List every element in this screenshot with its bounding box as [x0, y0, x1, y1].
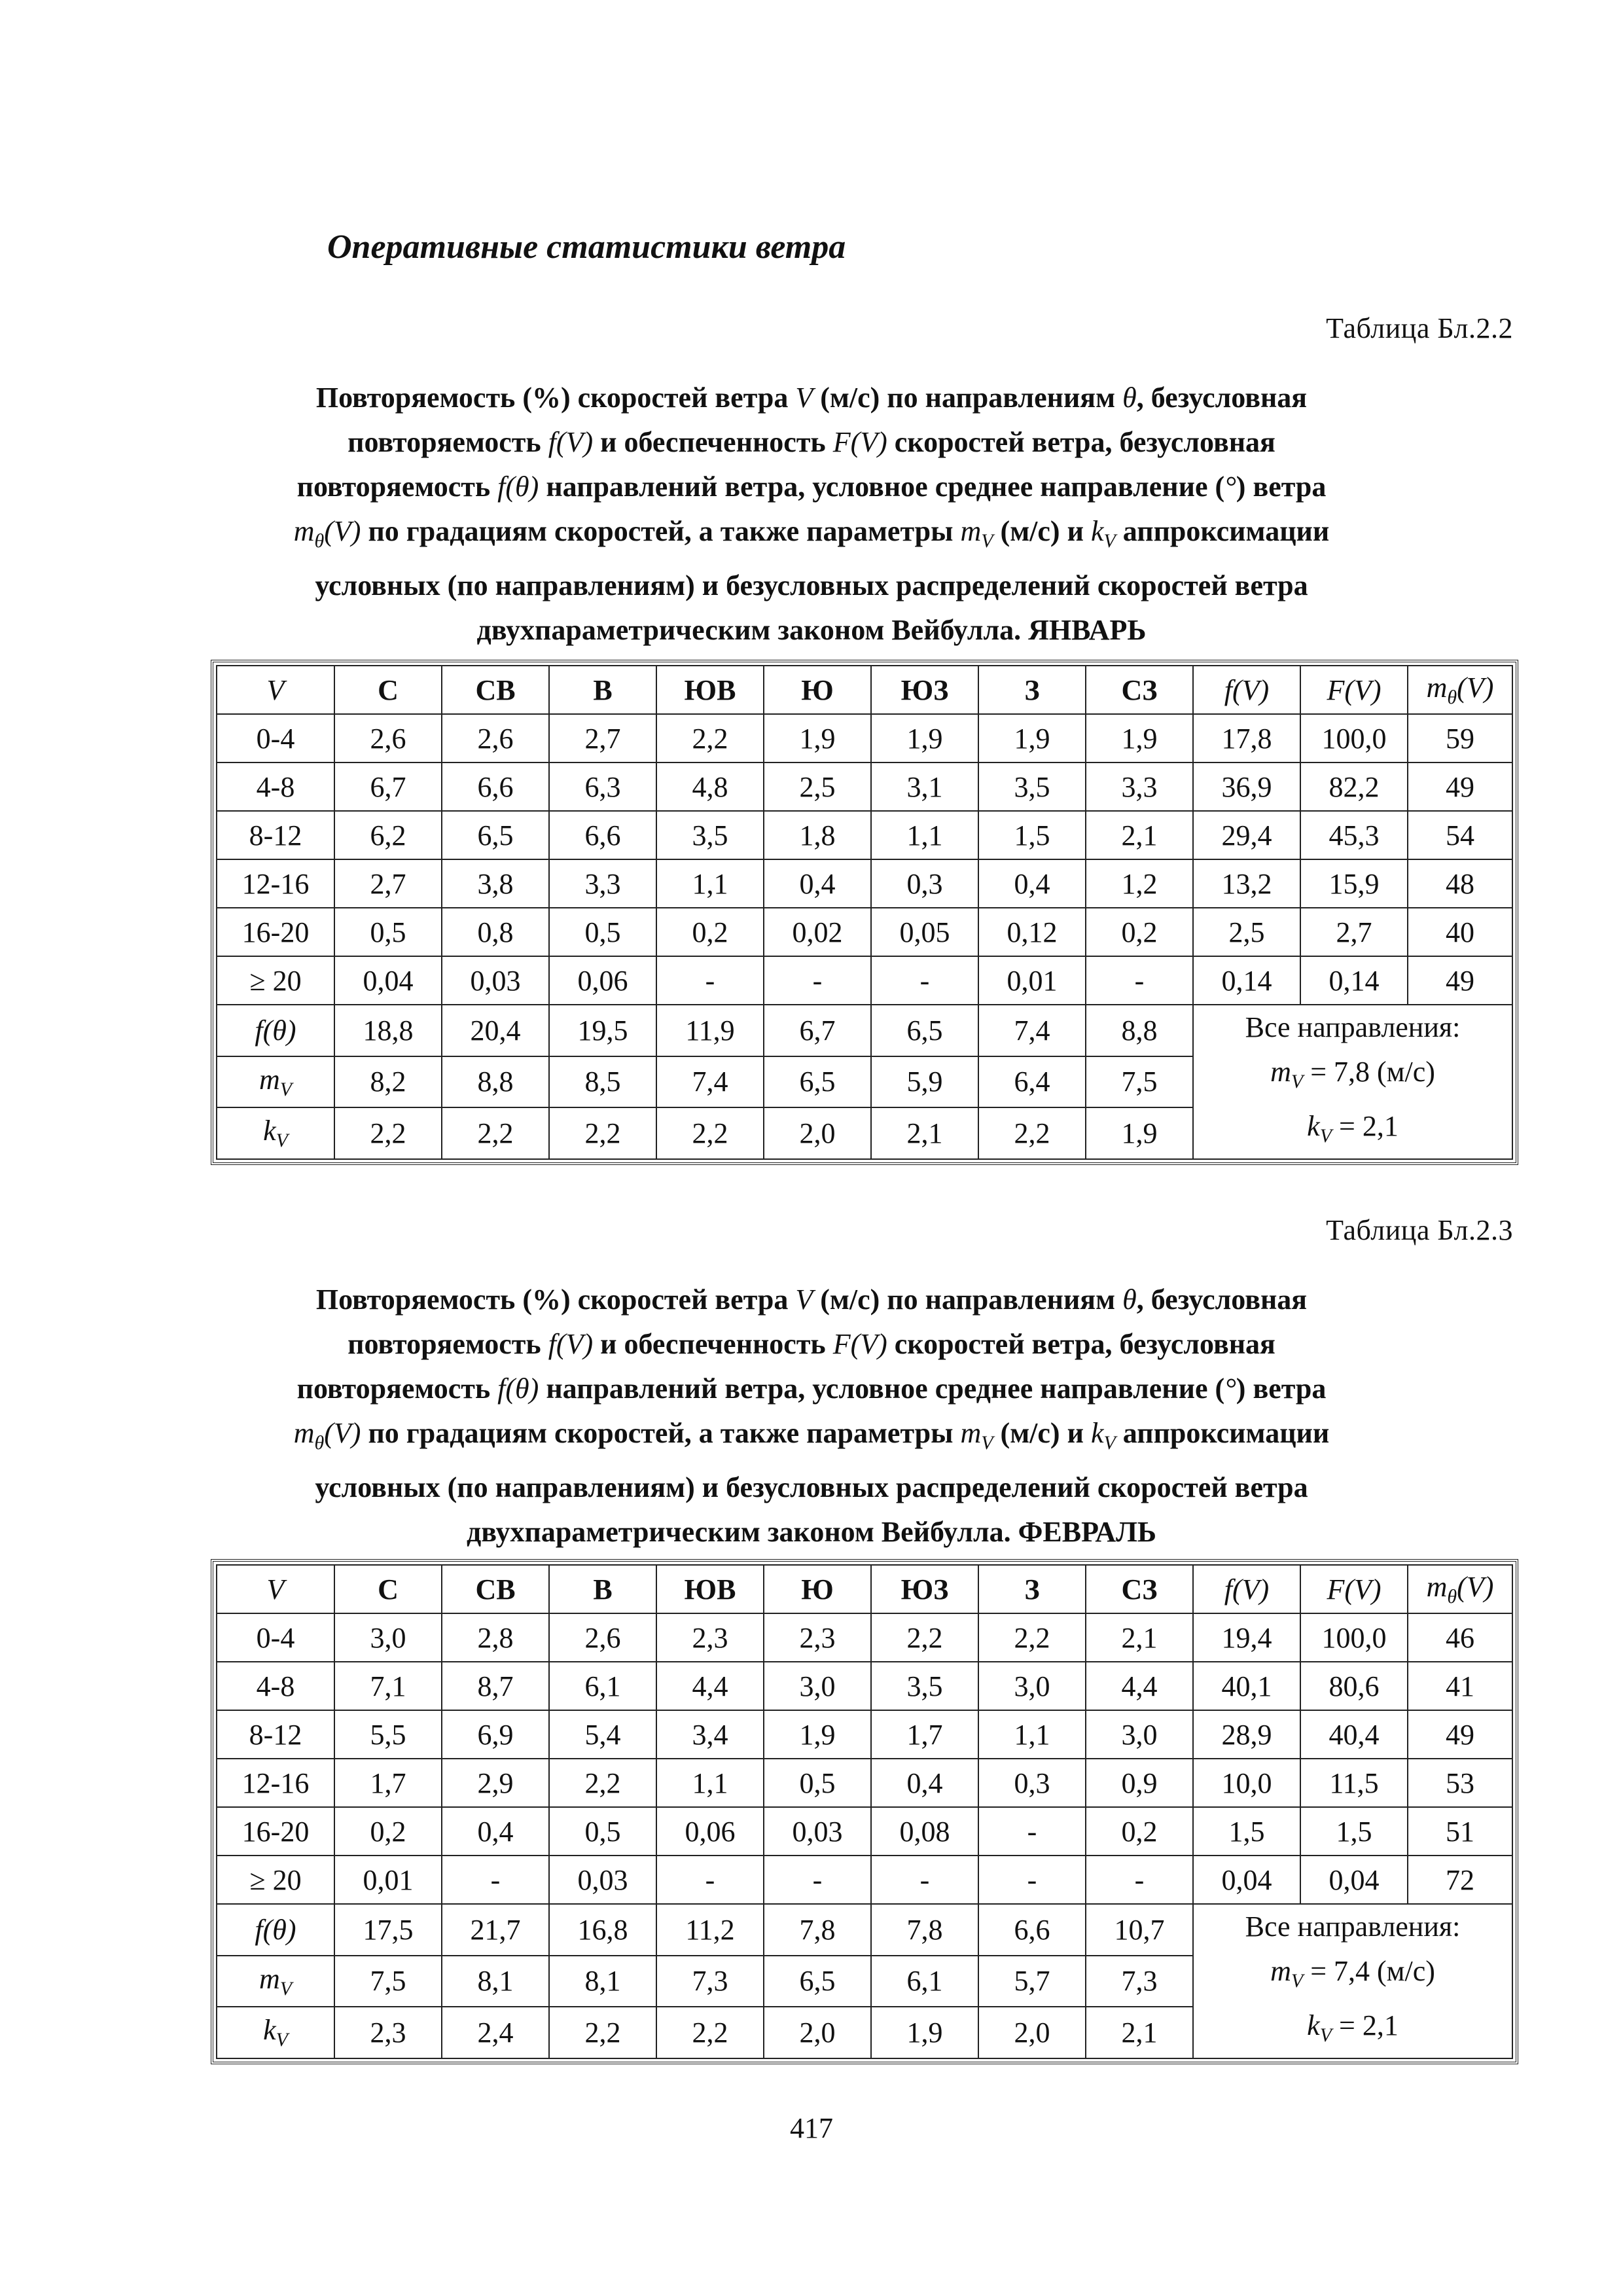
- table-cell: 6,6: [978, 1904, 1086, 1956]
- table-cell: 21,7: [442, 1904, 549, 1956]
- table-cell: 0,5: [549, 908, 656, 956]
- table-cell: 6,6: [549, 811, 656, 859]
- table-cell: 8,8: [442, 1056, 549, 1108]
- table-cell: 13,2: [1193, 859, 1300, 908]
- table-row: [217, 908, 1512, 956]
- table-cell: 19,4: [1193, 1613, 1300, 1662]
- table-cell: 0,14: [1300, 956, 1408, 1005]
- table-cell: 1,9: [764, 714, 871, 762]
- table-cell: 2,2: [978, 1613, 1086, 1662]
- section-heading: Оперативные статистики ветра: [327, 228, 846, 266]
- speed-range-cell: ≥ 20: [217, 1856, 334, 1904]
- table-cell: 1,9: [1086, 1107, 1193, 1159]
- table-cell: 2,2: [549, 1759, 656, 1807]
- table-cell: 3,0: [334, 1613, 442, 1662]
- table-cell: 0,03: [764, 1807, 871, 1856]
- table-cell: 7,3: [656, 1956, 764, 2007]
- table-cell: 48: [1408, 859, 1512, 908]
- header-dir-sw: ЮЗ: [871, 1565, 978, 1613]
- table-cell: 5,5: [334, 1710, 442, 1759]
- table-cell: 2,2: [871, 1613, 978, 1662]
- table-row: [217, 1662, 1512, 1710]
- all-directions-m: $m_V = 7,4$ (м/с): [1270, 1955, 1435, 1992]
- table-label: Таблица Бл.2.2: [1326, 312, 1513, 344]
- table-cell: 2,5: [764, 762, 871, 811]
- table-row: [217, 1807, 1512, 1856]
- table-cell: 17,5: [334, 1904, 442, 1956]
- speed-range-cell: 8-12: [217, 811, 334, 859]
- table-cell: 2,2: [549, 1107, 656, 1159]
- speed-range-cell: ≥ 20: [217, 956, 334, 1005]
- table-cell: 1,9: [978, 714, 1086, 762]
- table-cell: 3,0: [764, 1662, 871, 1710]
- table-cell: 0,2: [656, 908, 764, 956]
- table-cell: 59: [1408, 714, 1512, 762]
- table-label: Таблица Бл.2.3: [1326, 1214, 1513, 1246]
- table-row: [217, 714, 1512, 762]
- header-dir-w: З: [978, 1565, 1086, 1613]
- table-cell: 5,9: [871, 1056, 978, 1108]
- table-cell: 0,03: [549, 1856, 656, 1904]
- table-cell: 0,04: [334, 956, 442, 1005]
- table-cell: 18,8: [334, 1005, 442, 1056]
- stats-label-cell: f(θ): [217, 1005, 334, 1056]
- table-cell: 16,8: [549, 1904, 656, 1956]
- table-cell: 36,9: [1193, 762, 1300, 811]
- all-directions-k: $k_V = 2,1$: [1307, 1109, 1399, 1147]
- table-cell: 49: [1408, 762, 1512, 811]
- speed-range-cell: 0-4: [217, 714, 334, 762]
- table-cell: -: [656, 1856, 764, 1904]
- table-cell: 6,5: [871, 1005, 978, 1056]
- table-caption: Повторяемость (%) скоростей ветра V (м/с) по направлениям θ, безусловная повторяемость f(V) и обеспеченность F(V) скоростей ветра, безусловная повторяемость f(θ) направлений ветра, условное среднее направление (°) ветра $m_\theta(V)$ по градациям скоростей, а также параметры $m_V$ (м/с) и $k_V$ аппроксимации условных (по направлениям) и безусловных распределений скоростей ветра двухпараметрическим законом Вейбулла. ЯНВАРЬ: [293, 382, 1330, 646]
- table-cell: 3,4: [656, 1710, 764, 1759]
- stats-label-cell: $k_V$: [217, 2007, 334, 2058]
- table-cell: 10,7: [1086, 1904, 1193, 1956]
- table-cell: -: [1086, 1856, 1193, 1904]
- table-cell: 0,12: [978, 908, 1086, 956]
- wind-table-january: [216, 665, 1513, 1160]
- table-cell: 1,5: [978, 811, 1086, 859]
- table-cell: 0,2: [1086, 1807, 1193, 1856]
- table-cell: 2,1: [1086, 811, 1193, 859]
- table-cell: 3,0: [1086, 1710, 1193, 1759]
- header-dir-ne: СВ: [442, 1565, 549, 1613]
- all-directions-k-value: = 2,1: [1339, 1109, 1399, 1142]
- table-cell: 0,01: [978, 956, 1086, 1005]
- table-cell: 0,4: [978, 859, 1086, 908]
- table-cell: 3,1: [871, 762, 978, 811]
- table-cell: 49: [1408, 956, 1512, 1005]
- stats-row: [217, 1904, 1512, 1956]
- table-cell: 0,08: [871, 1807, 978, 1856]
- table-cell: 6,2: [334, 811, 442, 859]
- header-big-f-v: F(V): [1300, 1565, 1408, 1613]
- wind-table-february: [216, 1564, 1513, 2059]
- table-cell: 3,8: [442, 859, 549, 908]
- table-cell: 0,03: [442, 956, 549, 1005]
- speed-range-cell: 16-20: [217, 1807, 334, 1856]
- speed-range-cell: 4-8: [217, 1662, 334, 1710]
- stats-row: [217, 1005, 1512, 1056]
- table-cell: 3,3: [549, 859, 656, 908]
- table-cell: 8,5: [549, 1056, 656, 1108]
- table-cell: 6,3: [549, 762, 656, 811]
- header-dir-ne: СВ: [442, 666, 549, 714]
- table-cell: 19,5: [549, 1005, 656, 1056]
- table-cell: 82,2: [1300, 762, 1408, 811]
- table-cell: 3,3: [1086, 762, 1193, 811]
- table-cell: 0,2: [1086, 908, 1193, 956]
- table-cell: 1,1: [656, 859, 764, 908]
- table-cell: -: [1086, 956, 1193, 1005]
- table-cell: 7,4: [978, 1005, 1086, 1056]
- table-cell: 2,2: [656, 1107, 764, 1159]
- table-cell: 11,5: [1300, 1759, 1408, 1807]
- table-cell: 1,9: [764, 1710, 871, 1759]
- header-row: [217, 666, 1512, 714]
- table-cell: 2,5: [1193, 908, 1300, 956]
- table-cell: 2,0: [978, 2007, 1086, 2058]
- header-dir-se: ЮВ: [656, 1565, 764, 1613]
- stats-label-cell: $m_V$: [217, 1956, 334, 2007]
- table-cell: 6,7: [334, 762, 442, 811]
- table-cell: 8,7: [442, 1662, 549, 1710]
- speed-range-cell: 12-16: [217, 859, 334, 908]
- table-cell: 1,1: [656, 1759, 764, 1807]
- table-cell: 0,14: [1193, 956, 1300, 1005]
- table-cell: -: [978, 1807, 1086, 1856]
- table-cell: 6,9: [442, 1710, 549, 1759]
- table-cell: 1,9: [1086, 714, 1193, 762]
- table-cell: 17,8: [1193, 714, 1300, 762]
- table-cell: 0,8: [442, 908, 549, 956]
- table-cell: 2,2: [656, 2007, 764, 2058]
- table-cell: 6,7: [764, 1005, 871, 1056]
- header-v: V: [217, 1565, 334, 1613]
- table-cell: 2,6: [442, 714, 549, 762]
- table-cell: 0,04: [1193, 1856, 1300, 1904]
- speed-range-cell: 4-8: [217, 762, 334, 811]
- header-dir-e: В: [549, 1565, 656, 1613]
- table-cell: 54: [1408, 811, 1512, 859]
- table-cell: 6,1: [549, 1662, 656, 1710]
- header-dir-nw: СЗ: [1086, 666, 1193, 714]
- all-directions-m-value: = 7,4 (м/с): [1310, 1955, 1435, 1987]
- table-cell: 11,9: [656, 1005, 764, 1056]
- header-v: V: [217, 666, 334, 714]
- table-cell: 4,4: [1086, 1662, 1193, 1710]
- table-cell: 46: [1408, 1613, 1512, 1662]
- table-cell: 53: [1408, 1759, 1512, 1807]
- header-dir-s: Ю: [764, 1565, 871, 1613]
- stats-label-cell: $k_V$: [217, 1107, 334, 1159]
- table-cell: 6,5: [764, 1956, 871, 2007]
- table-cell: 100,0: [1300, 1613, 1408, 1662]
- table-cell: 2,1: [1086, 1613, 1193, 1662]
- table-cell: 6,5: [442, 811, 549, 859]
- table-cell: 1,9: [871, 2007, 978, 2058]
- table-cell: 80,6: [1300, 1662, 1408, 1710]
- table-cell: -: [656, 956, 764, 1005]
- table-cell: 45,3: [1300, 811, 1408, 859]
- table-cell: 7,8: [871, 1904, 978, 1956]
- table-cell: 7,5: [1086, 1056, 1193, 1108]
- table-cell: 0,06: [656, 1807, 764, 1856]
- speed-range-cell: 0-4: [217, 1613, 334, 1662]
- table-cell: 2,2: [334, 1107, 442, 1159]
- header-dir-se: ЮВ: [656, 666, 764, 714]
- table-cell: 0,3: [871, 859, 978, 908]
- table-cell: 0,5: [764, 1759, 871, 1807]
- table-row: [217, 1710, 1512, 1759]
- all-directions-cell: [1193, 1904, 1512, 2058]
- header-dir-n: С: [334, 1565, 442, 1613]
- header-m-theta-v: $m_\theta(V)$: [1408, 666, 1512, 714]
- table-cell: 2,6: [334, 714, 442, 762]
- table-cell: 2,1: [871, 1107, 978, 1159]
- table-cell: 29,4: [1193, 811, 1300, 859]
- table-cell: 8,1: [549, 1956, 656, 2007]
- table-cell: 1,5: [1300, 1807, 1408, 1856]
- header-m-theta-v: $m_\theta(V)$: [1408, 1565, 1512, 1613]
- table-cell: 3,5: [656, 811, 764, 859]
- table-cell: -: [764, 1856, 871, 1904]
- table-cell: 6,4: [978, 1056, 1086, 1108]
- table-cell: 2,8: [442, 1613, 549, 1662]
- table-cell: 0,3: [978, 1759, 1086, 1807]
- header-big-f-v: F(V): [1300, 666, 1408, 714]
- table-cell: 1,1: [871, 811, 978, 859]
- header-dir-nw: СЗ: [1086, 1565, 1193, 1613]
- table-cell: 7,8: [764, 1904, 871, 1956]
- table-cell: 2,2: [442, 1107, 549, 1159]
- table-cell: 6,5: [764, 1056, 871, 1108]
- table-cell: 1,7: [871, 1710, 978, 1759]
- table-cell: 10,0: [1193, 1759, 1300, 1807]
- table-cell: 3,0: [978, 1662, 1086, 1710]
- table-cell: 4,8: [656, 762, 764, 811]
- table-cell: -: [764, 956, 871, 1005]
- table-row: [217, 1856, 1512, 1904]
- table-cell: 2,7: [1300, 908, 1408, 956]
- table-cell: 1,2: [1086, 859, 1193, 908]
- table-row: [217, 1613, 1512, 1662]
- table-cell: 41: [1408, 1662, 1512, 1710]
- table-row: [217, 762, 1512, 811]
- table-cell: 28,9: [1193, 1710, 1300, 1759]
- table-cell: 11,2: [656, 1904, 764, 1956]
- table-cell: 40,4: [1300, 1710, 1408, 1759]
- page-number: 417: [790, 2112, 833, 2144]
- table-cell: 0,06: [549, 956, 656, 1005]
- table-cell: 5,4: [549, 1710, 656, 1759]
- table-cell: 0,4: [871, 1759, 978, 1807]
- table-cell: 1,8: [764, 811, 871, 859]
- stats-label-cell: f(θ): [217, 1904, 334, 1956]
- table-cell: 3,5: [871, 1662, 978, 1710]
- table-cell: 2,9: [442, 1759, 549, 1807]
- table-cell: 0,4: [442, 1807, 549, 1856]
- table-cell: -: [871, 956, 978, 1005]
- header-f-v: f(V): [1193, 666, 1300, 714]
- table-cell: 5,7: [978, 1956, 1086, 2007]
- table-cell: 0,05: [871, 908, 978, 956]
- table-cell: 2,3: [656, 1613, 764, 1662]
- speed-range-cell: 12-16: [217, 1759, 334, 1807]
- header-dir-n: С: [334, 666, 442, 714]
- table-cell: 7,4: [656, 1056, 764, 1108]
- all-directions-k-value: = 2,1: [1339, 2009, 1399, 2041]
- table-cell: 8,1: [442, 1956, 549, 2007]
- table-cell: 6,1: [871, 1956, 978, 2007]
- header-dir-s: Ю: [764, 666, 871, 714]
- all-directions-title: Все направления:: [1245, 1910, 1461, 1943]
- header-dir-sw: ЮЗ: [871, 666, 978, 714]
- table-cell: 40: [1408, 908, 1512, 956]
- table-cell: 7,5: [334, 1956, 442, 2007]
- table-cell: 0,5: [549, 1807, 656, 1856]
- table-cell: 0,2: [334, 1807, 442, 1856]
- speed-range-cell: 8-12: [217, 1710, 334, 1759]
- header-f-v: f(V): [1193, 1565, 1300, 1613]
- table-cell: 2,2: [656, 714, 764, 762]
- table-cell: 2,0: [764, 2007, 871, 2058]
- table-row: [217, 859, 1512, 908]
- table-cell: 0,01: [334, 1856, 442, 1904]
- table-cell: 1,9: [871, 714, 978, 762]
- table-cell: 100,0: [1300, 714, 1408, 762]
- all-directions-cell: [1193, 1005, 1512, 1159]
- table-cell: 7,3: [1086, 1956, 1193, 2007]
- all-directions-k: $k_V = 2,1$: [1307, 2009, 1399, 2046]
- table-cell: 7,1: [334, 1662, 442, 1710]
- table-cell: 3,5: [978, 762, 1086, 811]
- table-cell: -: [978, 1856, 1086, 1904]
- table-cell: 4,4: [656, 1662, 764, 1710]
- table-cell: -: [871, 1856, 978, 1904]
- table-cell: 2,3: [334, 2007, 442, 2058]
- table-cell: 0,9: [1086, 1759, 1193, 1807]
- table-cell: 1,7: [334, 1759, 442, 1807]
- table-cell: 2,2: [978, 1107, 1086, 1159]
- table-cell: 0,5: [334, 908, 442, 956]
- table-cell: -: [442, 1856, 549, 1904]
- all-directions-title: Все направления:: [1245, 1011, 1461, 1043]
- table-row: [217, 811, 1512, 859]
- table-cell: 2,6: [549, 1613, 656, 1662]
- header-dir-e: В: [549, 666, 656, 714]
- table-cell: 2,7: [549, 714, 656, 762]
- table-cell: 1,5: [1193, 1807, 1300, 1856]
- table-cell: 2,1: [1086, 2007, 1193, 2058]
- table-cell: 8,2: [334, 1056, 442, 1108]
- table-cell: 72: [1408, 1856, 1512, 1904]
- table-cell: 6,6: [442, 762, 549, 811]
- table-cell: 51: [1408, 1807, 1512, 1856]
- table-cell: 40,1: [1193, 1662, 1300, 1710]
- table-cell: 2,3: [764, 1613, 871, 1662]
- table-cell: 2,4: [442, 2007, 549, 2058]
- header-row: [217, 1565, 1512, 1613]
- table-cell: 0,02: [764, 908, 871, 956]
- stats-label-cell: $m_V$: [217, 1056, 334, 1108]
- header-dir-w: З: [978, 666, 1086, 714]
- table-cell: 0,4: [764, 859, 871, 908]
- table-cell: 2,7: [334, 859, 442, 908]
- all-directions-m-value: = 7,8 (м/с): [1310, 1056, 1435, 1088]
- table-row: [217, 956, 1512, 1005]
- table-cell: 8,8: [1086, 1005, 1193, 1056]
- table-row: [217, 1759, 1512, 1807]
- speed-range-cell: 16-20: [217, 908, 334, 956]
- table-cell: 49: [1408, 1710, 1512, 1759]
- table-caption: Повторяемость (%) скоростей ветра V (м/с) по направлениям θ, безусловная повторяемость f(V) и обеспеченность F(V) скоростей ветра, безусловная повторяемость f(θ) направлений ветра, условное среднее направление (°) ветра $m_\theta(V)$ по градациям скоростей, а также параметры $m_V$ (м/с) и $k_V$ аппроксимации условных (по направлениям) и безусловных распределений скоростей ветра двухпараметрическим законом Вейбулла. ФЕВРАЛЬ: [293, 1283, 1330, 1548]
- table-cell: 2,2: [549, 2007, 656, 2058]
- all-directions-m: $m_V = 7,8$ (м/с): [1270, 1056, 1435, 1092]
- table-cell: 1,1: [978, 1710, 1086, 1759]
- table-cell: 20,4: [442, 1005, 549, 1056]
- table-cell: 0,04: [1300, 1856, 1408, 1904]
- table-cell: 15,9: [1300, 859, 1408, 908]
- table-cell: 2,0: [764, 1107, 871, 1159]
